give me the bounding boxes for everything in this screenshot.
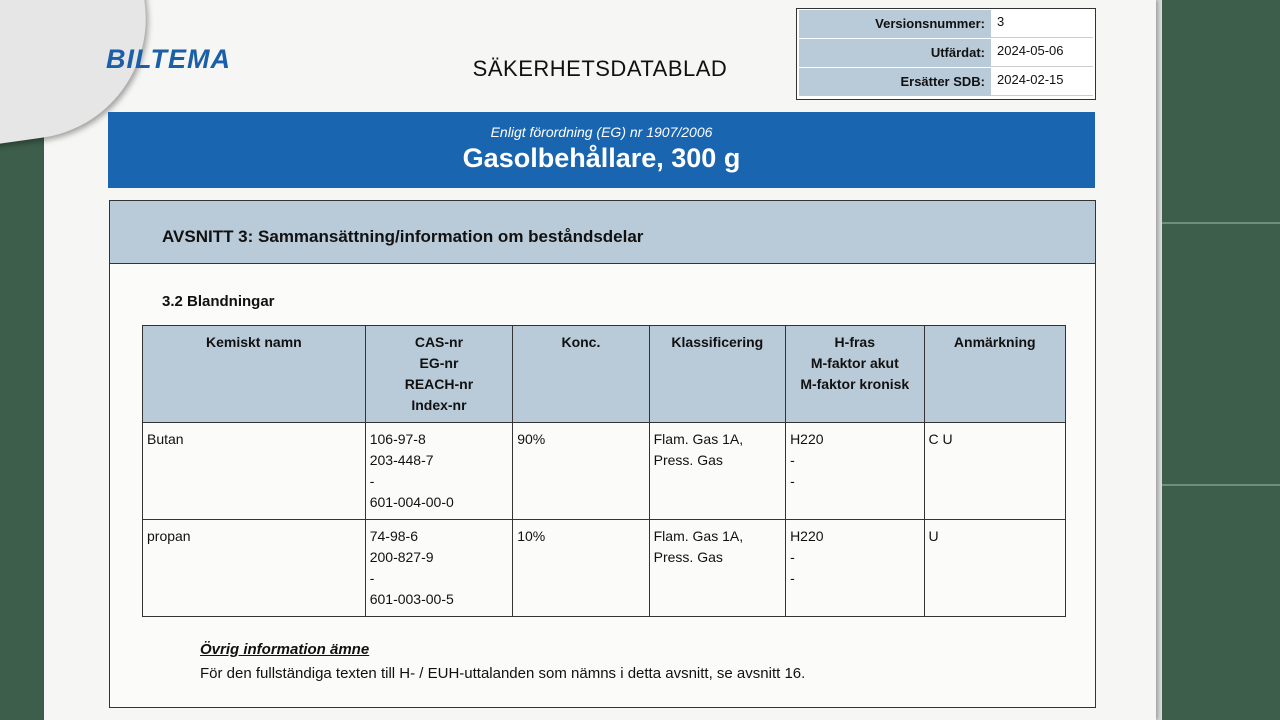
- table-header-row: [143, 326, 1066, 423]
- cell-line: 106-97-8: [369, 431, 426, 447]
- cell-line: Press. Gas: [653, 549, 723, 565]
- issued-row: [799, 39, 1093, 67]
- cell-line: 601-004-00-0: [369, 494, 454, 510]
- cell-concentration: [513, 520, 649, 617]
- header-concentration: [513, 326, 649, 423]
- section-title: AVSNITT 3: Sammansättning/information om beståndsdelar: [110, 201, 1095, 264]
- cell-line: Press. Gas: [653, 452, 723, 468]
- header-line: REACH-nr: [404, 376, 474, 392]
- cell-h-phrase: [786, 423, 924, 520]
- cell-line: 200-827-9: [369, 549, 434, 565]
- cell-classification: [649, 423, 785, 520]
- cell-line: 601-003-00-5: [369, 591, 454, 607]
- cell-chemical-name: [143, 520, 366, 617]
- header-line: Klassificering: [671, 334, 764, 350]
- header-identifiers: [365, 326, 512, 423]
- header-line: M-faktor akut: [810, 355, 899, 371]
- cell-line: Flam. Gas 1A,: [653, 431, 744, 447]
- version-value: 3: [991, 10, 1093, 38]
- cell-line: H220: [790, 528, 824, 544]
- product-name: Gasolbehållare, 300 g: [462, 143, 741, 173]
- cell-line: propan: [147, 528, 191, 544]
- mat-grid-line: [1162, 222, 1280, 224]
- cell-remark: [924, 423, 1066, 520]
- cell-line: 90%: [517, 431, 546, 447]
- header-line: Index-nr: [411, 397, 467, 413]
- product-banner: [108, 112, 1095, 188]
- header-remark: [924, 326, 1066, 423]
- subsection-title: 3.2 Blandningar: [162, 293, 275, 310]
- cell-line: -: [369, 473, 375, 489]
- other-info-text: För den fullständiga texten till H- / EUH-uttalanden som nämns i detta avsnitt, se avsnitt 16.: [200, 665, 806, 682]
- cell-line: -: [790, 452, 795, 468]
- header-line: H-fras: [834, 334, 876, 350]
- cell-identifiers: [365, 423, 512, 520]
- header-classification: [649, 326, 785, 423]
- version-row: [799, 10, 1093, 38]
- mat-grid-line: [1162, 484, 1280, 486]
- cell-line: -: [790, 549, 795, 565]
- biltema-logo: BILTEMA: [106, 44, 231, 74]
- header-line: M-faktor kronisk: [800, 376, 910, 392]
- cell-line: 74-98-6: [369, 528, 418, 544]
- cell-h-phrase: [786, 520, 924, 617]
- header-line: EG-nr: [419, 355, 459, 371]
- replaces-row: [799, 68, 1093, 96]
- replaces-label: Ersätter SDB:: [799, 68, 991, 96]
- cell-line: Flam. Gas 1A,: [653, 528, 744, 544]
- cell-chemical-name: [143, 423, 366, 520]
- cell-line: -: [790, 570, 795, 586]
- document-title: SÄKERHETSDATABLAD: [472, 56, 728, 81]
- version-label: Versionsnummer:: [799, 10, 991, 38]
- cell-line: 10%: [517, 528, 546, 544]
- cell-remark: [924, 520, 1066, 617]
- header-h-phrase: [786, 326, 924, 423]
- issued-label: Utfärdat:: [799, 39, 991, 67]
- cell-concentration: [513, 423, 649, 520]
- regulation-text: Enligt förordning (EG) nr 1907/2006: [490, 124, 713, 140]
- header-line: CAS-nr: [414, 334, 464, 350]
- cell-line: C U: [928, 431, 953, 447]
- other-info-title: Övrig information ämne: [200, 641, 370, 658]
- cell-classification: [649, 520, 785, 617]
- header-line: Konc.: [561, 334, 601, 350]
- cell-line: H220: [790, 431, 824, 447]
- cell-line: Butan: [147, 431, 184, 447]
- issued-value: 2024-05-06: [991, 39, 1093, 67]
- cell-line: -: [790, 473, 795, 489]
- header-line: Kemiskt namn: [206, 334, 302, 350]
- header-line: Anmärkning: [953, 334, 1036, 350]
- table-row: [143, 520, 1066, 617]
- replaces-value: 2024-02-15: [991, 68, 1093, 96]
- cell-identifiers: [365, 520, 512, 617]
- cell-line: U: [928, 528, 939, 544]
- composition-table: [142, 325, 1066, 617]
- version-info-box: [796, 8, 1096, 100]
- cell-line: -: [369, 570, 375, 586]
- header-chemical-name: [143, 326, 366, 423]
- section-3-box: [109, 200, 1096, 708]
- table-row: [143, 423, 1066, 520]
- cell-line: 203-448-7: [369, 452, 434, 468]
